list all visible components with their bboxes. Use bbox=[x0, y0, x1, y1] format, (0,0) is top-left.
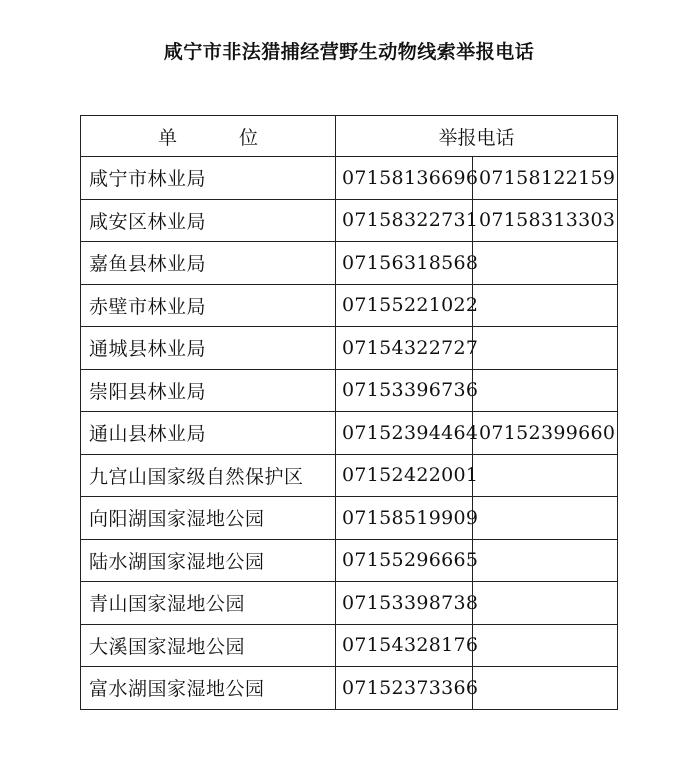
phone-secondary-cell bbox=[473, 369, 618, 412]
phone-primary-cell: 07154322727 bbox=[336, 327, 473, 370]
table-row bbox=[81, 497, 618, 540]
table-header-row bbox=[81, 116, 618, 157]
phone-primary-cell: 07156318568 bbox=[336, 242, 473, 285]
unit-cell: 赤壁市林业局 bbox=[81, 284, 336, 327]
phone-primary-cell: 07152394464 bbox=[336, 412, 473, 455]
phone-primary-cell: 07155221022 bbox=[336, 284, 473, 327]
header-phone: 举报电话 bbox=[336, 116, 618, 157]
table-row bbox=[81, 582, 618, 625]
unit-cell: 嘉鱼县林业局 bbox=[81, 242, 336, 285]
unit-cell: 富水湖国家湿地公园 bbox=[81, 667, 336, 710]
table-row bbox=[81, 369, 618, 412]
phone-secondary-cell bbox=[473, 454, 618, 497]
phone-secondary-cell bbox=[473, 624, 618, 667]
phone-secondary-cell: 07158122159 bbox=[473, 157, 618, 200]
unit-cell: 九宫山国家级自然保护区 bbox=[81, 454, 336, 497]
table-row bbox=[81, 624, 618, 667]
unit-cell: 陆水湖国家湿地公园 bbox=[81, 539, 336, 582]
phone-secondary-cell bbox=[473, 242, 618, 285]
hotline-table bbox=[80, 115, 618, 710]
table-row bbox=[81, 157, 618, 200]
phone-secondary-cell bbox=[473, 327, 618, 370]
table-row bbox=[81, 242, 618, 285]
phone-secondary-cell bbox=[473, 539, 618, 582]
unit-cell: 通城县林业局 bbox=[81, 327, 336, 370]
unit-cell: 崇阳县林业局 bbox=[81, 369, 336, 412]
phone-secondary-cell bbox=[473, 667, 618, 710]
phone-secondary-cell: 07158313303 bbox=[473, 199, 618, 242]
unit-cell: 青山国家湿地公园 bbox=[81, 582, 336, 625]
phone-primary-cell: 07158322731 bbox=[336, 199, 473, 242]
phone-primary-cell: 07154328176 bbox=[336, 624, 473, 667]
phone-primary-cell: 07152373366 bbox=[336, 667, 473, 710]
phone-primary-cell: 07155296665 bbox=[336, 539, 473, 582]
unit-cell: 通山县林业局 bbox=[81, 412, 336, 455]
unit-cell: 向阳湖国家湿地公园 bbox=[81, 497, 336, 540]
table-row bbox=[81, 454, 618, 497]
table-row bbox=[81, 539, 618, 582]
phone-secondary-cell bbox=[473, 284, 618, 327]
table-row bbox=[81, 667, 618, 710]
table-row bbox=[81, 412, 618, 455]
phone-secondary-cell: 07152399660 bbox=[473, 412, 618, 455]
header-unit: 单 位 bbox=[81, 116, 336, 157]
phone-primary-cell: 07158136696 bbox=[336, 157, 473, 200]
phone-primary-cell: 07158519909 bbox=[336, 497, 473, 540]
phone-primary-cell: 07153398738 bbox=[336, 582, 473, 625]
phone-primary-cell: 07153396736 bbox=[336, 369, 473, 412]
unit-cell: 大溪国家湿地公园 bbox=[81, 624, 336, 667]
table-row bbox=[81, 327, 618, 370]
phone-secondary-cell bbox=[473, 582, 618, 625]
phone-primary-cell: 07152422001 bbox=[336, 454, 473, 497]
unit-cell: 咸安区林业局 bbox=[81, 199, 336, 242]
table-row bbox=[81, 284, 618, 327]
phone-secondary-cell bbox=[473, 497, 618, 540]
unit-cell: 咸宁市林业局 bbox=[81, 157, 336, 200]
document-title: 咸宁市非法猎捕经营野生动物线索举报电话 bbox=[163, 41, 535, 63]
table-row bbox=[81, 199, 618, 242]
